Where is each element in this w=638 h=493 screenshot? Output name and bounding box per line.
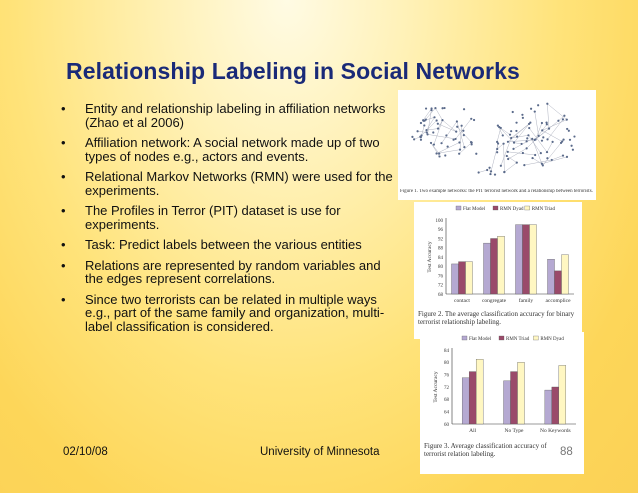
bullet-text: Affiliation network: A social network made up of two types of nodes e.g., actors and events.	[85, 135, 380, 164]
network-edge	[442, 120, 456, 131]
network-edge	[437, 142, 460, 153]
bar	[476, 359, 483, 424]
network-node	[478, 171, 480, 173]
network-node	[503, 171, 505, 173]
network-node	[546, 151, 548, 153]
network-node	[470, 118, 472, 120]
legend-label: RMN Dyad	[540, 337, 564, 342]
network-node	[445, 134, 447, 136]
network-node	[566, 156, 568, 158]
network-node	[422, 119, 424, 121]
network-node	[527, 134, 529, 136]
network-node	[471, 143, 473, 145]
network-node	[506, 155, 508, 157]
network-edge	[435, 108, 442, 120]
network-node	[462, 130, 464, 132]
network-node	[456, 126, 458, 128]
network-node	[526, 147, 528, 149]
network-node	[420, 122, 422, 124]
network-node	[459, 149, 461, 151]
network-node	[534, 110, 536, 112]
bar	[545, 390, 552, 424]
bar	[523, 225, 530, 294]
network-node	[440, 142, 442, 144]
footer-institution: University of Minnesota	[260, 446, 380, 458]
network-node	[436, 119, 438, 121]
bullet-marker: •	[61, 169, 66, 184]
network-node	[561, 140, 563, 142]
network-node	[531, 138, 533, 140]
network-node	[541, 122, 543, 124]
network-node	[534, 139, 536, 141]
bullet-text: Relational Markov Networks (RMN) were used for the experiments.	[85, 169, 393, 198]
network-node	[566, 119, 568, 121]
network-node	[562, 118, 564, 120]
network-node	[546, 157, 548, 159]
network-graph	[398, 90, 596, 188]
network-node	[426, 131, 428, 133]
x-tick-label: No Keywords	[539, 428, 571, 434]
network-node	[473, 119, 475, 121]
network-node	[435, 152, 437, 154]
network-node	[516, 162, 518, 164]
network-edge	[508, 152, 535, 155]
network-node	[512, 111, 514, 113]
network-node	[562, 138, 564, 140]
bar	[518, 362, 525, 424]
network-node	[425, 107, 427, 109]
network-node	[541, 163, 543, 165]
network-node	[538, 135, 540, 137]
bar	[516, 225, 523, 294]
chart-binary-caption: Figure 2. The average classification accuracy for binary terrorist relationship labeling.	[418, 310, 575, 326]
y-tick-label: 76	[438, 274, 443, 280]
network-node	[420, 134, 422, 136]
network-edge	[542, 120, 567, 131]
network-node	[416, 130, 418, 132]
bullet-marker: •	[61, 257, 66, 273]
y-tick-label: 68	[444, 398, 449, 404]
network-node	[490, 170, 492, 172]
legend-label: RMN Triad	[506, 337, 530, 342]
network-node	[531, 157, 533, 159]
y-tick-label: 92	[438, 237, 443, 243]
network-edge	[524, 160, 551, 165]
y-axis-label: Test Accuracy	[427, 241, 433, 273]
bullet-marker: •	[61, 101, 66, 116]
bar	[469, 372, 476, 424]
network-node	[562, 154, 564, 156]
network-edge	[428, 109, 432, 135]
network-node	[425, 119, 427, 121]
network-node	[488, 167, 490, 169]
network-node	[411, 136, 413, 138]
network-node	[540, 152, 542, 154]
network-node	[489, 173, 491, 175]
bullet-item	[61, 170, 401, 197]
y-tick-label: 80	[444, 361, 449, 367]
network-node	[456, 120, 458, 122]
network-edge	[431, 143, 440, 157]
bar	[511, 372, 518, 424]
network-node	[423, 124, 425, 126]
network-node	[542, 136, 544, 138]
network-node	[537, 104, 539, 106]
network-node	[426, 133, 428, 135]
network-node	[497, 125, 499, 127]
bar	[498, 236, 505, 294]
bar	[552, 387, 559, 424]
accuracy-chart-binary	[414, 202, 582, 339]
network-edge	[528, 135, 540, 153]
bullet-text: Since two terrorists can be related in multiple ways e.g., part of the same family and organization, multi-label classification is considered.	[85, 291, 385, 334]
bar-chart-multilabel	[420, 332, 584, 438]
bar-chart-binary	[414, 202, 582, 308]
network-node	[502, 134, 504, 136]
bar	[462, 378, 469, 424]
bullet-item	[61, 238, 401, 252]
network-node	[572, 149, 574, 151]
network-node	[443, 107, 445, 109]
legend-swatch	[533, 336, 538, 340]
network-figure	[398, 90, 596, 200]
y-axis-label: Test Accuracy	[433, 371, 439, 403]
network-node	[430, 142, 432, 144]
network-node	[570, 145, 572, 147]
network-edge	[491, 144, 498, 172]
network-node	[500, 165, 502, 167]
x-tick-label: congregate	[481, 298, 507, 304]
network-node	[569, 139, 571, 141]
network-node	[512, 148, 514, 150]
slide-title: Relationship Labeling in Social Networks	[66, 58, 520, 84]
network-node	[529, 122, 531, 124]
network-node	[541, 129, 543, 131]
legend-swatch	[525, 206, 530, 210]
network-edge	[479, 170, 488, 172]
y-tick-label: 60	[444, 422, 449, 428]
network-node	[551, 159, 553, 161]
y-tick-label: 100	[435, 218, 443, 224]
network-node	[452, 139, 454, 141]
y-tick-label: 88	[438, 246, 443, 252]
footer-date: 02/10/08	[63, 446, 108, 458]
network-edge	[542, 130, 562, 141]
network-node	[523, 164, 525, 166]
network-node	[437, 127, 439, 129]
legend-label: Flat Model	[463, 207, 486, 212]
network-node	[475, 153, 477, 155]
x-tick-label: contact	[454, 298, 470, 304]
network-node	[545, 121, 547, 123]
network-node	[521, 114, 523, 116]
network-edge	[533, 158, 542, 164]
network-edge	[428, 134, 456, 139]
network-node	[432, 131, 434, 133]
x-tick-label: No Type	[504, 428, 524, 434]
bar	[530, 225, 537, 294]
network-caption: Figure 1. Two example networks: the PIT terrorist network and a relationship between terrorists.	[400, 189, 593, 194]
bullet-marker: •	[61, 237, 66, 252]
y-tick-label: 64	[444, 410, 449, 416]
bar	[548, 259, 555, 294]
network-edge	[542, 157, 567, 164]
network-node	[551, 141, 553, 143]
network-node	[441, 107, 443, 109]
network-node	[510, 137, 512, 139]
network-node	[515, 122, 517, 124]
network-node	[496, 148, 498, 150]
bullet-item	[61, 136, 401, 163]
bullet-text: Entity and relationship labeling in affiliation networks (Zhao et al 2006)	[85, 101, 386, 130]
bar	[555, 271, 562, 294]
bullet-marker: •	[61, 135, 66, 150]
network-node	[433, 143, 435, 145]
bullet-marker: •	[61, 291, 66, 307]
legend-label: Flat Model	[469, 337, 492, 342]
x-tick-label: family	[518, 298, 534, 304]
network-node	[541, 140, 543, 142]
network-node	[455, 131, 457, 133]
bar	[491, 239, 498, 295]
network-node	[496, 151, 498, 153]
legend-swatch	[493, 206, 498, 210]
network-node	[486, 169, 488, 171]
y-tick-label: 84	[444, 348, 449, 354]
bar	[484, 243, 491, 294]
legend-label: RMN Dyad	[500, 207, 524, 212]
bar	[562, 255, 569, 294]
network-node	[463, 134, 465, 136]
bullet-marker: •	[61, 203, 66, 218]
bar	[466, 262, 473, 294]
network-node	[510, 130, 512, 132]
y-tick-label: 68	[438, 292, 443, 298]
network-edge	[460, 126, 462, 150]
network-node	[528, 127, 530, 129]
bullet-item	[61, 293, 401, 334]
network-node	[502, 143, 504, 145]
network-node	[509, 134, 511, 136]
network-node	[534, 154, 536, 156]
network-node	[548, 128, 550, 130]
network-edge	[514, 143, 522, 144]
legend-swatch	[456, 206, 461, 210]
network-node	[513, 142, 515, 144]
network-edge	[535, 112, 539, 136]
x-tick-label: All	[469, 428, 477, 434]
bullet-item	[61, 102, 401, 129]
x-tick-label: accomplice	[545, 298, 571, 304]
bullet-item	[61, 204, 401, 231]
legend-label: RMN Triad	[531, 207, 556, 212]
bullet-list	[61, 102, 401, 340]
bullet-text: Task: Predict labels between the various entities	[85, 237, 362, 252]
network-node	[437, 123, 439, 125]
network-node	[573, 135, 575, 137]
network-node	[566, 128, 568, 130]
network-node	[463, 108, 465, 110]
network-node	[557, 120, 559, 122]
network-node	[438, 153, 440, 155]
y-tick-label: 80	[438, 265, 443, 271]
network-edge	[547, 142, 553, 152]
network-node	[438, 155, 440, 157]
y-tick-label: 72	[444, 385, 449, 391]
network-node	[425, 129, 427, 131]
network-edge	[459, 143, 472, 154]
network-node	[507, 141, 509, 143]
bullet-item	[61, 259, 401, 286]
bar	[559, 365, 566, 424]
network-node	[434, 107, 436, 109]
network-node	[526, 140, 528, 142]
network-node	[530, 108, 532, 110]
network-edge	[547, 104, 566, 120]
network-edge	[514, 124, 529, 143]
network-node	[458, 153, 460, 155]
network-node	[546, 103, 548, 105]
network-node	[526, 137, 528, 139]
network-node	[463, 146, 465, 148]
network-node	[454, 138, 456, 140]
legend-swatch	[499, 336, 504, 340]
network-node	[568, 130, 570, 132]
network-node	[546, 138, 548, 140]
network-node	[515, 130, 517, 132]
network-node	[430, 107, 432, 109]
network-node	[420, 139, 422, 141]
network-node	[522, 152, 524, 154]
bar	[504, 381, 511, 424]
network-node	[461, 125, 463, 127]
network-node	[444, 154, 446, 156]
network-edge	[543, 143, 561, 166]
network-node	[507, 158, 509, 160]
network-node	[520, 143, 522, 145]
network-edge	[504, 163, 516, 173]
bar	[459, 262, 466, 294]
network-edge	[514, 139, 533, 149]
network-node	[516, 136, 518, 138]
bullet-text: The Profiles in Terror (PIT) dataset is use for experiments.	[85, 203, 341, 232]
network-node	[441, 119, 443, 121]
network-node	[458, 141, 460, 143]
y-tick-label: 96	[438, 228, 443, 234]
network-node	[522, 117, 524, 119]
legend-swatch	[462, 336, 467, 340]
network-node	[496, 141, 498, 143]
network-edge	[552, 156, 563, 160]
bar	[452, 264, 459, 294]
network-node	[447, 146, 449, 148]
bullet-text: Relations are represented by random variables and the edges represent correlations.	[85, 257, 381, 286]
network-node	[413, 138, 415, 140]
chart-multilabel-caption: Figure 3. Average classification accuracy of terrorist relation labeling.	[424, 442, 547, 458]
network-node	[563, 115, 565, 117]
network-node	[433, 116, 435, 118]
network-node	[494, 173, 496, 175]
y-tick-label: 72	[438, 283, 443, 289]
network-node	[507, 151, 509, 153]
y-tick-label: 76	[444, 373, 449, 379]
y-tick-label: 84	[438, 255, 443, 261]
network-edge	[532, 139, 542, 164]
footer-page-number: 88	[560, 446, 573, 458]
network-edge	[508, 124, 529, 142]
